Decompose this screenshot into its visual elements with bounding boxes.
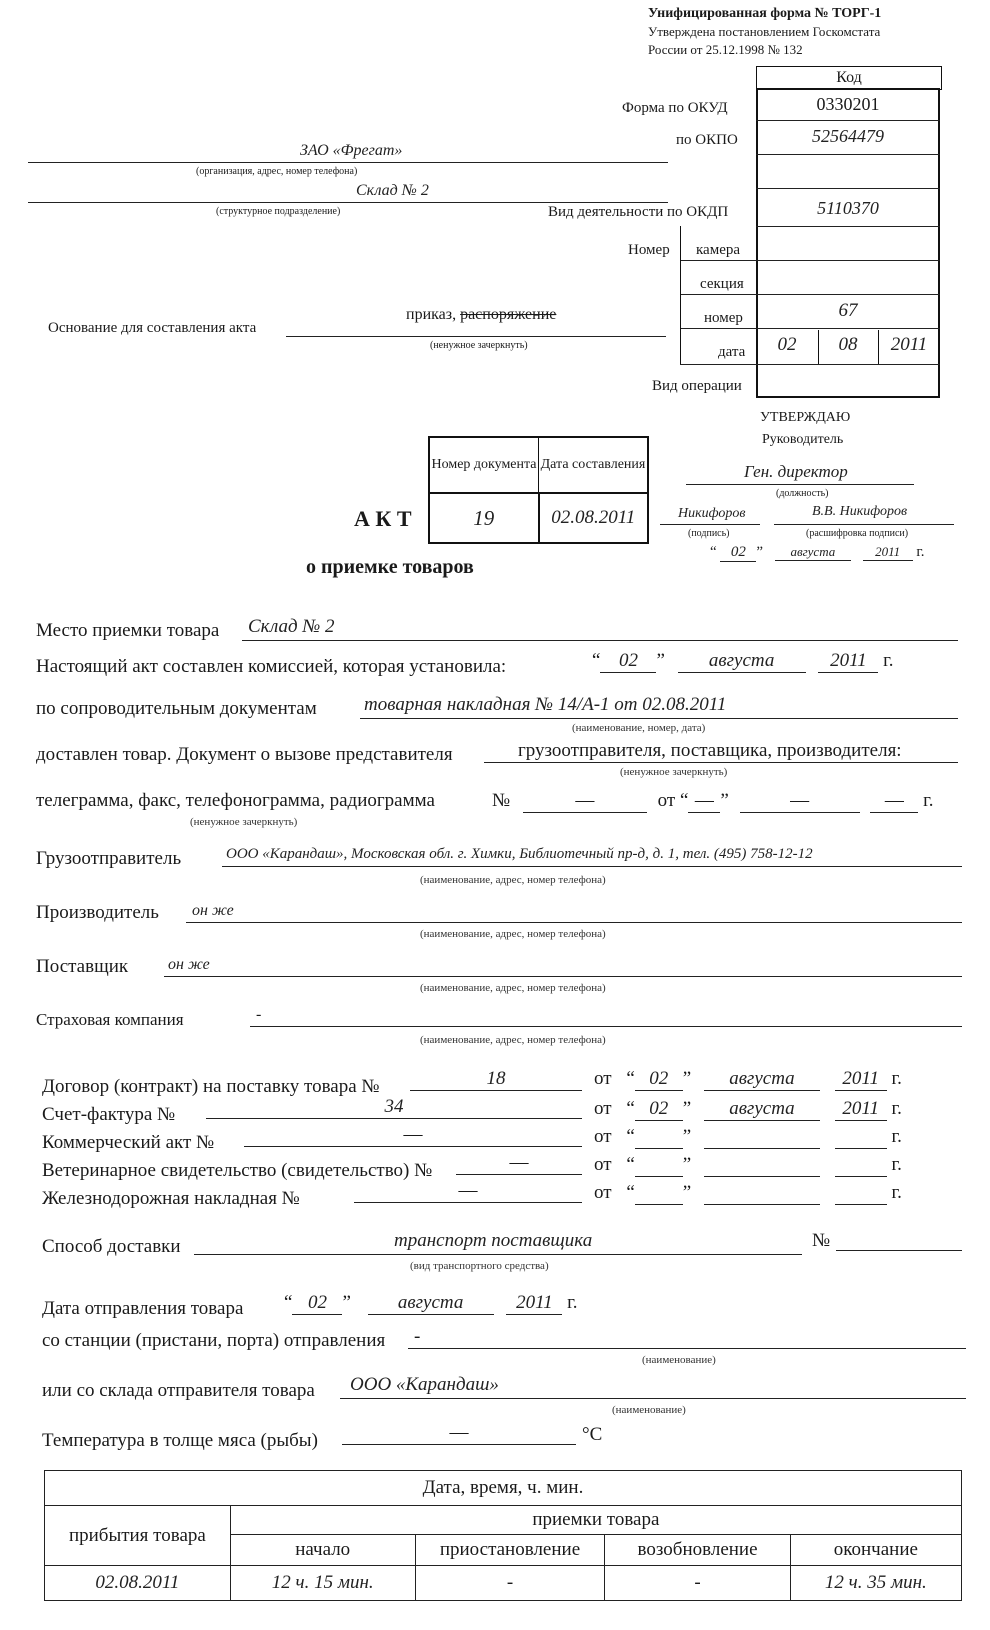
- doc-date-value: 02.08.2011: [539, 493, 649, 543]
- supplier-label: Поставщик: [36, 956, 129, 977]
- data-label: дата: [718, 344, 746, 360]
- insurance-caption: (наименование, адрес, номер телефона): [420, 1034, 606, 1046]
- commercial-label: Коммерческий акт №: [42, 1132, 215, 1153]
- approved-line-1: Утверждена постановлением Госкомстата: [648, 24, 881, 39]
- signature-caption: (подпись): [688, 528, 730, 539]
- time-table: [44, 1470, 962, 1601]
- dispatch-date: “ 02 ” августа 2011 г.: [284, 1292, 578, 1313]
- delivered-label: доставлен товар. Документ о вызове представителя: [36, 744, 453, 765]
- producer-caption: (наименование, адрес, номер телефона): [420, 928, 606, 940]
- approve-role: Руководитель: [762, 432, 844, 447]
- end-value: 12 ч. 35 мин.: [790, 1566, 961, 1601]
- basis-value: приказ, распоряжение: [406, 306, 557, 323]
- shipper-label: Грузоотправитель: [36, 848, 182, 869]
- vid-oper-label: Вид операции: [652, 378, 742, 394]
- place-label: Место приемки товара: [36, 620, 220, 641]
- act-title: А К Т: [354, 506, 412, 531]
- contract-date: от “ 02 ” августа 2011 г.: [594, 1068, 902, 1089]
- nomer-value: 67: [838, 300, 858, 321]
- nomer-label: Номер: [628, 242, 670, 258]
- date-day: 02: [777, 334, 797, 355]
- approved-line-2: России от 25.12.1998 № 132: [648, 42, 803, 57]
- method-value: транспорт поставщика: [394, 1230, 593, 1251]
- commercial-date: от “ ” г.: [594, 1126, 902, 1147]
- doc-num-value: 19: [429, 493, 539, 543]
- insurance-label: Страховая компания: [36, 1010, 184, 1029]
- dispatch-label: Дата отправления товара: [42, 1298, 244, 1319]
- station-label: со станции (пристани, порта) отправления: [42, 1330, 386, 1351]
- contract-label: Договор (контракт) на поставку товара №: [42, 1076, 380, 1097]
- rail-num: —: [354, 1180, 582, 1203]
- okpo-label: по ОКПО: [676, 132, 738, 148]
- basis-label: Основание для составления акта: [48, 320, 257, 336]
- warehouse-value: ООО «Карандаш»: [350, 1374, 499, 1395]
- org-caption: (организация, адрес, номер телефона): [196, 166, 358, 177]
- delivered-value: грузоотправителя, поставщика, производителя:: [518, 740, 902, 761]
- vet-num: —: [456, 1152, 582, 1175]
- acceptance-header: приемки товара: [230, 1506, 961, 1535]
- resume-header: возобновление: [605, 1535, 790, 1566]
- producer-value: он же: [192, 902, 234, 919]
- producer-label: Производитель: [36, 902, 159, 923]
- station-caption: (наименование): [642, 1354, 716, 1366]
- invoice-date: от “ 02 ” августа 2011 г.: [594, 1098, 902, 1119]
- temp-unit: °С: [582, 1424, 603, 1445]
- act-subtitle: о приемке товаров: [306, 556, 474, 578]
- division-name: Склад № 2: [356, 182, 429, 199]
- station-value: -: [414, 1326, 421, 1347]
- pause-header: приостановление: [415, 1535, 605, 1566]
- doc-date-header: Дата составления: [539, 437, 649, 493]
- decoding-caption: (расшифровка подписи): [806, 528, 909, 539]
- place-value: Склад № 2: [248, 616, 335, 637]
- approve-position: Ген. директор: [744, 462, 848, 481]
- nomer-sub-label: номер: [704, 310, 743, 326]
- sekcia-label: секция: [700, 276, 744, 292]
- resume-value: -: [605, 1566, 790, 1601]
- date-year: 2011: [890, 334, 928, 355]
- form-title: Унифицированная форма № ТОРГ-1: [648, 6, 882, 21]
- okud-value: 0330201: [816, 94, 880, 114]
- okdp-label: Вид деятельности по ОКДП: [548, 204, 729, 220]
- time-table-title: Дата, время, ч. мин.: [45, 1471, 962, 1506]
- division-caption: (структурное подразделение): [216, 206, 341, 217]
- vet-date: от “ ” г.: [594, 1154, 902, 1175]
- method-label: Способ доставки: [42, 1236, 181, 1257]
- contract-num: 18: [410, 1068, 582, 1091]
- supplier-caption: (наименование, адрес, номер телефона): [420, 982, 606, 994]
- invoice-num: 34: [206, 1096, 582, 1119]
- delivered-caption: (ненужное зачеркнуть): [620, 766, 728, 778]
- telegram-label: телеграмма, факс, телефонограмма, радиограмма: [36, 790, 435, 811]
- docs-label: по сопроводительным документам: [36, 698, 317, 719]
- end-header: окончание: [790, 1535, 961, 1566]
- doc-num-header: Номер документа: [429, 437, 539, 493]
- docs-value: товарная накладная № 14/А-1 от 02.08.2011: [364, 694, 727, 715]
- method-caption: (вид транспортного средства): [410, 1260, 549, 1272]
- warehouse-caption: (наименование): [612, 1404, 686, 1416]
- basis-caption: (ненужное зачеркнуть): [430, 340, 528, 351]
- supplier-value: он же: [168, 956, 210, 973]
- invoice-label: Счет-фактура №: [42, 1104, 176, 1125]
- approve-signature: Никифоров: [678, 506, 746, 521]
- telegram-caption: (ненужное зачеркнуть): [190, 816, 298, 828]
- temp-label: Температура в толще мяса (рыбы): [42, 1430, 318, 1451]
- position-caption: (должность): [776, 488, 829, 499]
- commercial-num: —: [244, 1124, 582, 1147]
- okud-label: Форма по ОКУД: [622, 100, 728, 116]
- approve-decoding: В.В. Никифоров: [812, 504, 908, 519]
- okpo-value: 52564479: [812, 126, 884, 146]
- shipper-value: ООО «Карандаш», Московская обл. г. Химки, Библиотечный пр-д, д. 1, тел. (495) 758-12-12: [226, 846, 813, 862]
- approve-title: УТВЕРЖДАЮ: [760, 410, 851, 425]
- insurance-value: -: [256, 1006, 262, 1023]
- rail-date: от “ ” г.: [594, 1182, 902, 1203]
- vet-label: Ветеринарное свидетельство (свидетельство) №: [42, 1160, 433, 1181]
- arrival-header: прибытия товара: [45, 1506, 231, 1566]
- start-header: начало: [230, 1535, 415, 1566]
- telegram-num: № — от “ — ” — — г.: [492, 790, 934, 811]
- pause-value: -: [415, 1566, 605, 1601]
- method-num-sign: №: [812, 1230, 831, 1251]
- shipper-caption: (наименование, адрес, номер телефона): [420, 874, 606, 886]
- commission-date: “ 02 ” августа 2011 г.: [592, 650, 894, 671]
- temp-value: —: [342, 1422, 576, 1445]
- okdp-value: 5110370: [817, 198, 879, 218]
- kod-header: Код: [756, 66, 942, 90]
- rail-label: Железнодорожная накладная №: [42, 1188, 300, 1209]
- act-doc-table: [428, 436, 649, 544]
- commission-label: Настоящий акт составлен комиссией, которая установила:: [36, 656, 507, 677]
- org-name: ЗАО «Фрегат»: [300, 142, 403, 159]
- warehouse-label: или со склада отправителя товара: [42, 1380, 315, 1401]
- start-value: 12 ч. 15 мин.: [230, 1566, 415, 1601]
- docs-caption: (наименование, номер, дата): [572, 722, 706, 734]
- arrival-value: 02.08.2011: [45, 1566, 231, 1601]
- date-month: 08: [838, 334, 858, 355]
- approve-date: “ 02 ” августа 2011 г.: [710, 544, 925, 560]
- kamera-label: камера: [696, 242, 741, 258]
